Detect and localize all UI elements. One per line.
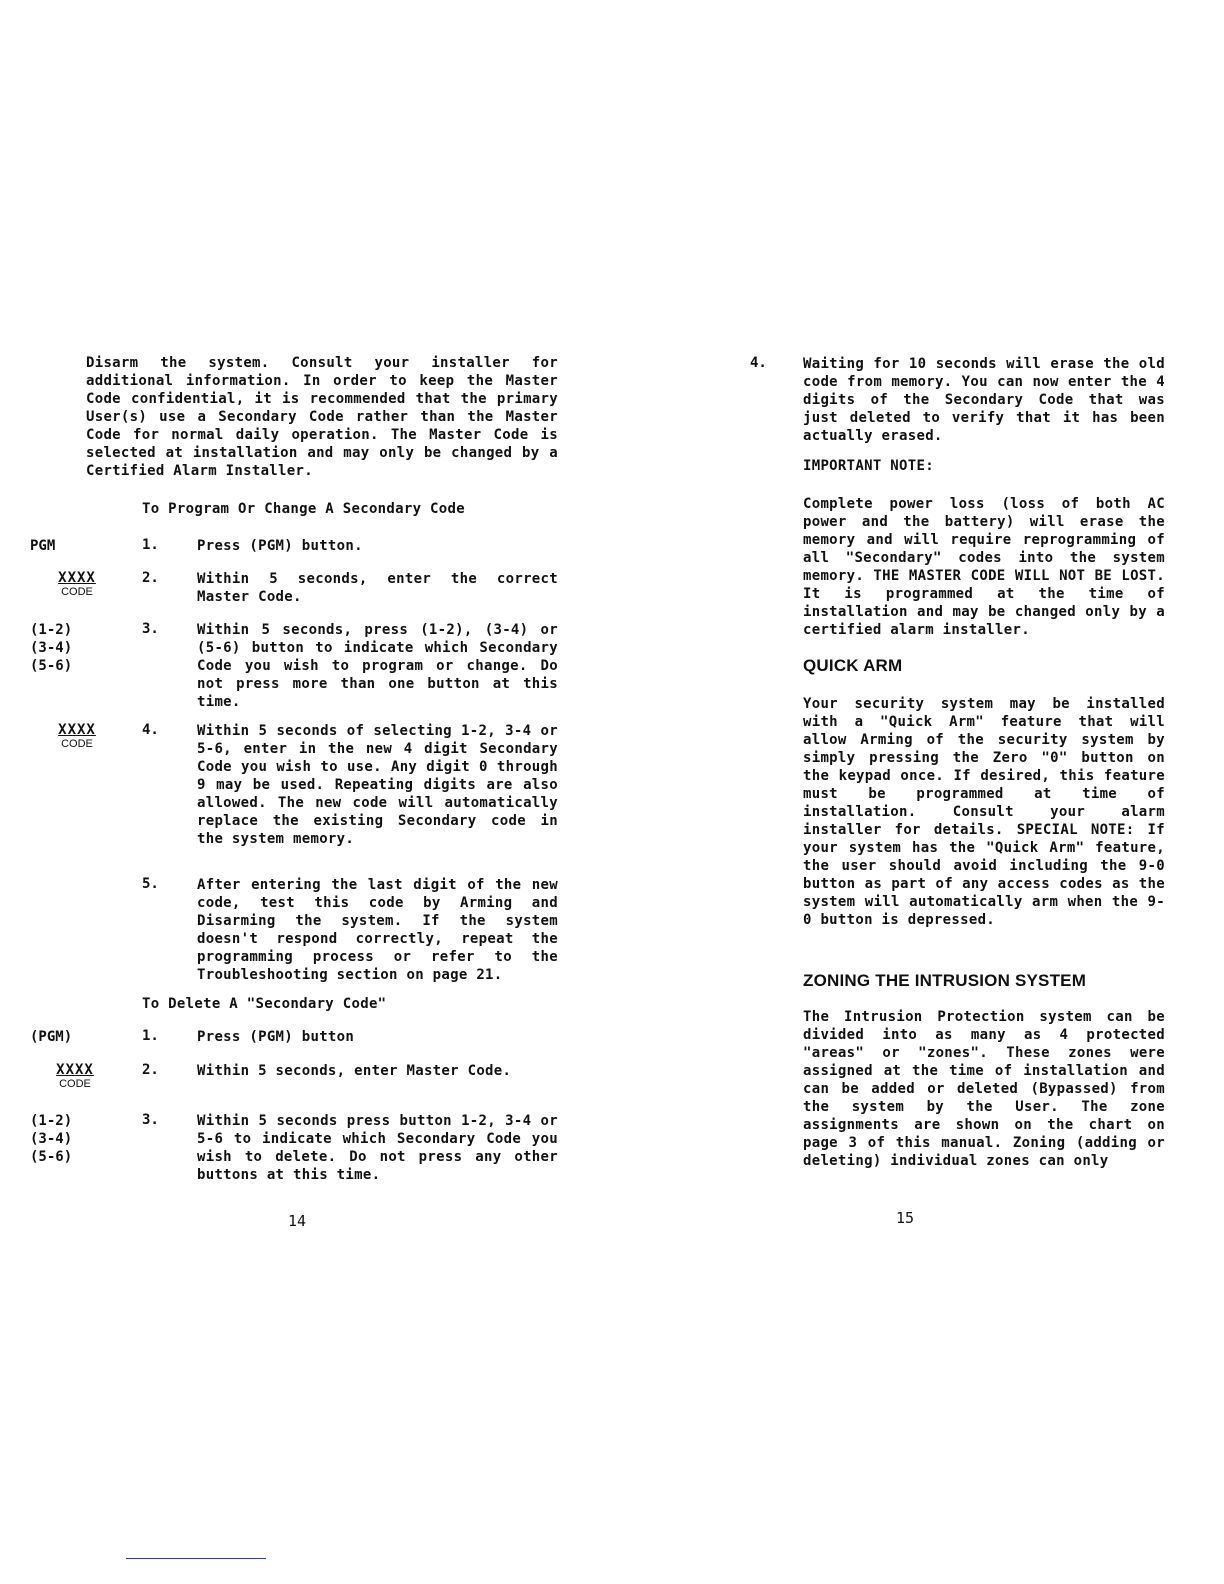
program-step-5-text: After entering the last digit of the new code, test this code by Arming and Disarming the system. If the system doesn't respond correctly, repeat the programming process or refer to the Troubleshooting section on page 21.	[197, 877, 558, 983]
zoning-heading: ZONING THE INTRUSION SYSTEM	[803, 971, 1087, 990]
margin-key-pgm: (PGM)	[30, 1029, 73, 1045]
program-step-2-text: Within 5 seconds, enter the correct Master Code.	[197, 571, 558, 605]
program-step-4-number: 4.	[142, 722, 159, 738]
program-step-1-number: 1.	[142, 537, 159, 553]
code-key-icon: XXXX CODE	[56, 1062, 94, 1090]
step-4-text: Waiting for 10 seconds will erase the old code from memory. You can now enter the 4 digits of the Secondary Code that was just deleted to verify that it has been actually erased.	[803, 356, 1165, 444]
page-number-left: 14	[288, 1212, 307, 1230]
program-step-5-number: 5.	[142, 876, 159, 892]
page-number-right: 15	[896, 1209, 915, 1227]
code-key-icon: XXXX CODE	[58, 570, 96, 598]
program-step-3-number: 3.	[142, 621, 159, 637]
delete-section-title: To Delete A "Secondary Code"	[142, 996, 387, 1012]
important-note-text: Complete power loss (loss of both AC power and the battery) will erase the memory and will require reprogramming of all "Secondary" codes into the system memory. THE MASTER CODE WILL NOT BE LOST. It is programmed at the time of installation and may be changed only by a certified alarm installer.	[803, 496, 1165, 638]
delete-step-1-number: 1.	[142, 1028, 159, 1044]
delete-step-3-text: Within 5 seconds press button 1-2, 3-4 or 5-6 to indicate which Secondary Code you wish to delete. Do not press any other buttons at this time.	[197, 1113, 558, 1183]
bottom-rule	[126, 1558, 266, 1559]
margin-key-zone-buttons: (1-2) (3-4) (5-6)	[30, 1113, 73, 1165]
program-section-title: To Program Or Change A Secondary Code	[142, 501, 465, 517]
quick-arm-heading: QUICK ARM	[803, 656, 903, 675]
important-note-label: IMPORTANT NOTE:	[803, 458, 934, 474]
program-step-1-text: Press (PGM) button.	[197, 538, 363, 554]
zoning-paragraph: The Intrusion Protection system can be divided into as many as 4 protected "areas" or "zones". These zones were assigned at the time of installation and can be added or deleted (Bypassed) from the system by the User. The zone assignments are shown on the chart on page 3 of this manual. Zoning (adding or deleting) individual zones can only	[803, 1009, 1165, 1169]
margin-key-pgm: PGM	[30, 538, 56, 554]
delete-step-2-number: 2.	[142, 1062, 159, 1078]
quick-arm-paragraph: Your security system may be installed with a "Quick Arm" feature that will allow Arming of the security system by simply pressing the Zero "0" button on the keypad once. If desired, this feature must be programmed at time of installation. Consult your alarm installer for details. SPECIAL NOTE: If your system has the "Quick Arm" feature, the user should avoid including the 9-0 button as part of any access codes as the system will automatically arm when the 9-0 button is depressed.	[803, 696, 1165, 928]
margin-key-zone-buttons: (1-2) (3-4) (5-6)	[30, 622, 73, 674]
delete-step-3-number: 3.	[142, 1112, 159, 1128]
step-4-number: 4.	[750, 355, 767, 371]
program-step-4-text: Within 5 seconds of selecting 1-2, 3-4 or 5-6, enter in the new 4 digit Secondary Code you wish to use. Any digit 0 through 9 may be used. Repeating digits are also allowed. The new code will automatically replace the existing Secondary code in the system memory.	[197, 723, 558, 847]
delete-step-2-text: Within 5 seconds, enter Master Code.	[197, 1063, 512, 1079]
program-step-3-text: Within 5 seconds, press (1-2), (3-4) or (5-6) button to indicate which Secondary Code you wish to program or change. Do not press more than one button at this time.	[197, 622, 558, 710]
intro-paragraph: Disarm the system. Consult your installer for additional information. In order to keep the Master Code confidential, it is recommended that the primary User(s) use a Secondary Code rather than the Master Code for normal daily operation. The Master Code is selected at installation and may only be changed by a Certified Alarm Installer.	[86, 355, 558, 479]
delete-step-1-text: Press (PGM) button	[197, 1029, 355, 1045]
program-step-2-number: 2.	[142, 570, 159, 586]
code-key-icon: XXXX CODE	[58, 722, 96, 750]
